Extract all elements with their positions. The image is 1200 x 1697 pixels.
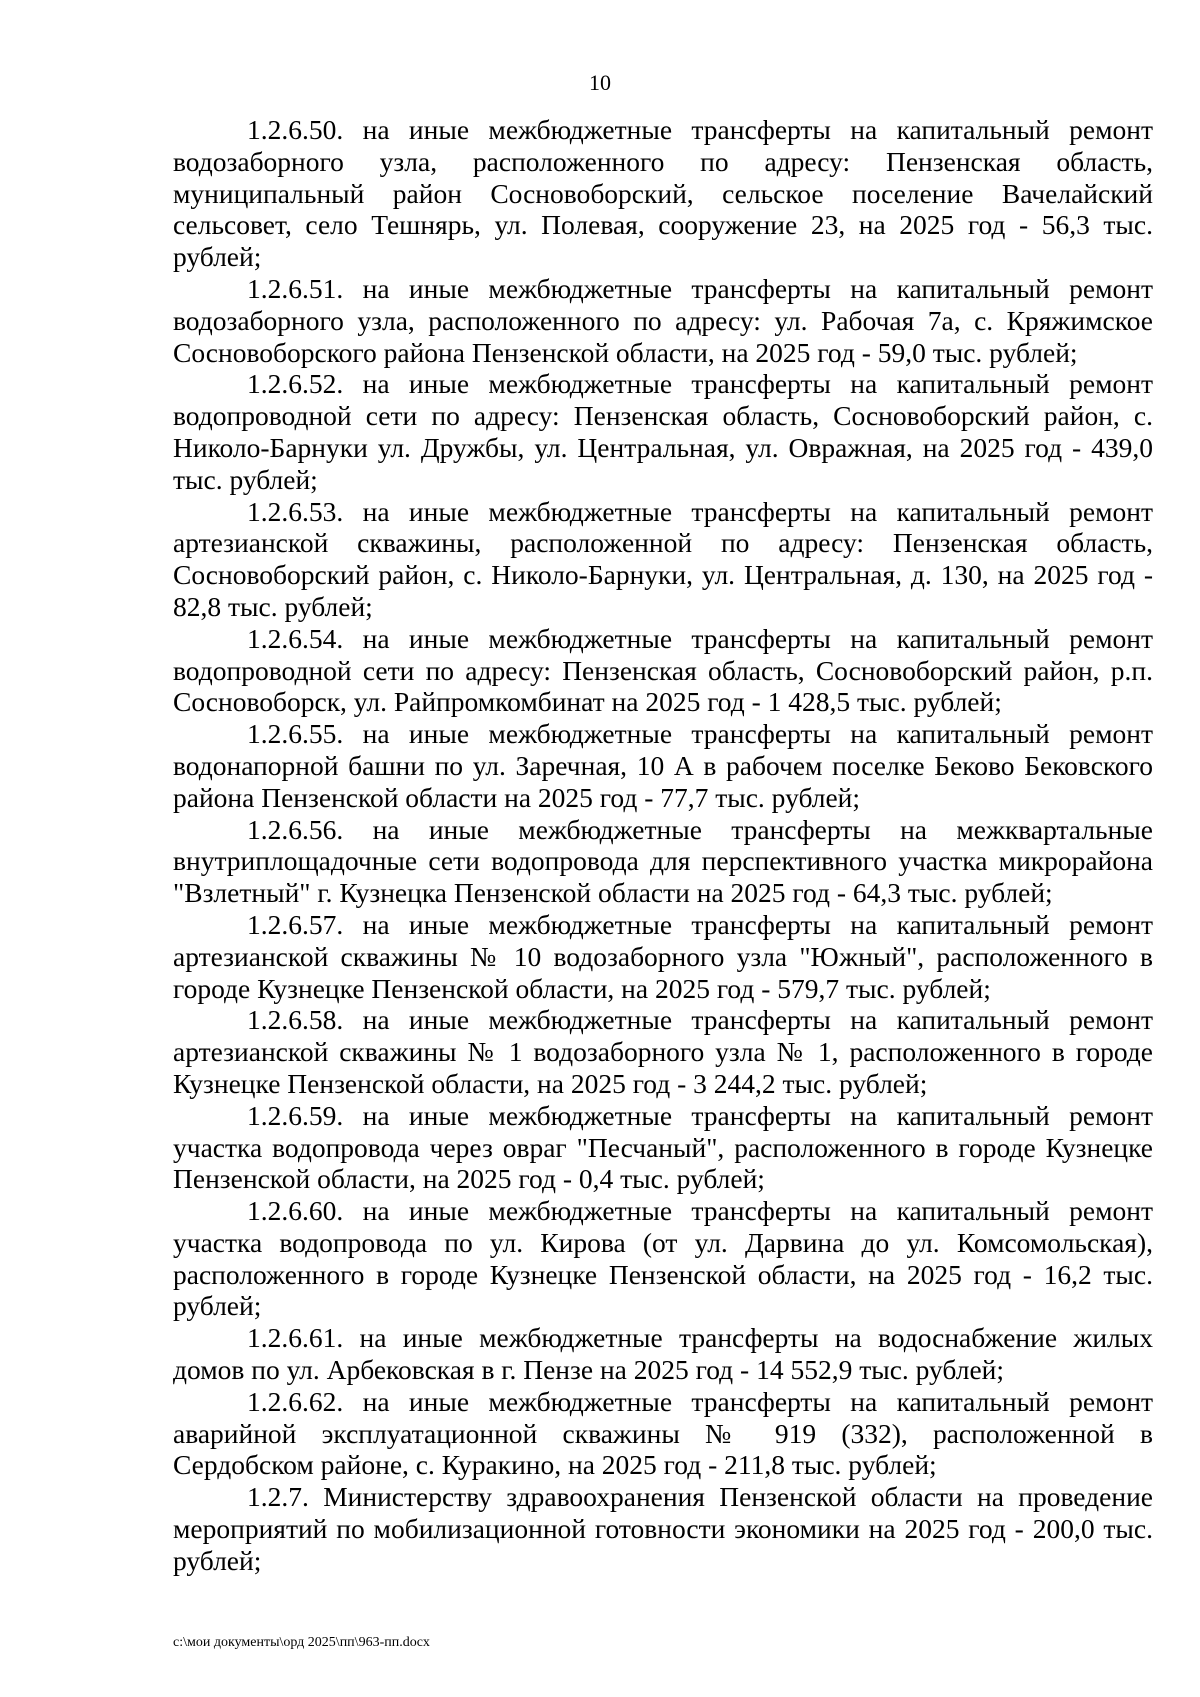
paragraph-1-2-6-51: 1.2.6.51. на иные межбюджетные трансферты на капитальный ремонт водозаборного узла, расположенного по адресу: ул. Рабочая 7а, с. Кряжимское Сосновоборского района Пензенской области, на 2025 год - 59,0 тыс. рублей; [173, 272, 1153, 368]
paragraph-1-2-6-56: 1.2.6.56. на иные межбюджетные трансферты на межквартальные внутриплощадочные сети водопровода для перспективного участка микрорайона "Взлетный" г. Кузнецка Пензенской области на 2025 год - 64,3 тыс. рублей; [173, 813, 1153, 909]
paragraph-1-2-6-59: 1.2.6.59. на иные межбюджетные трансферты на капитальный ремонт участка водопровода через овраг "Песчаный", расположенного в городе Кузнецке Пензенской области, на 2025 год - 0,4 тыс. рублей; [173, 1099, 1153, 1195]
paragraph-1-2-7: 1.2.7. Министерству здравоохранения Пензенской области на проведение мероприятий по мобилизационной готовности экономики на 2025 год - 200,0 тыс. рублей; [173, 1481, 1153, 1576]
page-number: 10 [589, 70, 611, 95]
paragraph-1-2-6-53: 1.2.6.53. на иные межбюджетные трансферты на капитальный ремонт артезианской скважины, расположенной по адресу: Пензенская область, Сосновоборский район, с. Николо-Барнуки, ул. Центральная, д. 130, на 2025 год - 82,8 тыс. рублей; [173, 495, 1153, 622]
paragraph-1-2-6-62: 1.2.6.62. на иные межбюджетные трансферты на капитальный ремонт аварийной эксплуатационной скважины № 919 (332), расположенной в Сердобском районе, с. Куракино, на 2025 год - 211,8 тыс. рублей; [173, 1385, 1153, 1481]
paragraph-1-2-6-57: 1.2.6.57. на иные межбюджетные трансферты на капитальный ремонт артезианской скважины № 10 водозаборного узла "Южный", расположенного в городе Кузнецке Пензенской области, на 2025 год - 579,7 тыс. рублей; [173, 908, 1153, 1004]
paragraph-1-2-6-50: 1.2.6.50. на иные межбюджетные трансферты на капитальный ремонт водозаборного узла, расположенного по адресу: Пензенская область, муниципальный район Сосновоборский, сельское поселение Вачелайский сельсовет, село Тешнярь, ул. Полевая, сооружение 23, на 2025 год - 56,3 тыс. рублей; [173, 114, 1153, 273]
document-body [173, 114, 1153, 1577]
paragraph-1-2-6-52: 1.2.6.52. на иные межбюджетные трансферты на капитальный ремонт водопроводной сети по адресу: Пензенская область, Сосновоборский район, с. Николо-Барнуки ул. Дружбы, ул. Центральная, ул. Овражная, на 2025 год - 439,0 тыс. рублей; [173, 368, 1153, 495]
paragraph-1-2-6-60: 1.2.6.60. на иные межбюджетные трансферты на капитальный ремонт участка водопровода по ул. Кирова (от ул. Дарвина до ул. Комсомольская), расположенного в городе Кузнецке Пензенской области, на 2025 год - 16,2 тыс. рублей; [173, 1195, 1153, 1322]
paragraph-1-2-6-55: 1.2.6.55. на иные межбюджетные трансферты на капитальный ремонт водонапорной башни по ул. Заречная, 10 А в рабочем поселке Беково Бековского района Пензенской области на 2025 год - 77,7 тыс. рублей; [173, 718, 1153, 813]
paragraph-1-2-6-58: 1.2.6.58. на иные межбюджетные трансферты на капитальный ремонт артезианской скважины № 1 водозаборного узла № 1, расположенного в городе Кузнецке Пензенской области, на 2025 год - 3 244,2 тыс. рублей; [173, 1004, 1153, 1099]
paragraph-1-2-6-54: 1.2.6.54. на иные межбюджетные трансферты на капитальный ремонт водопроводной сети по адресу: Пензенская область, Сосновоборский район, р.п. Сосновоборск, ул. Райпромкомбинат на 2025 год - 1 428,5 тыс. рублей; [173, 622, 1153, 718]
paragraph-1-2-6-61: 1.2.6.61. на иные межбюджетные трансферты на водоснабжение жилых домов по ул. Арбековская в г. Пензе на 2025 год - 14 552,9 тыс. рублей; [173, 1322, 1153, 1386]
footer-file-path: c:\мои документы\орд 2025\пп\963-пп.docx [173, 1635, 430, 1650]
